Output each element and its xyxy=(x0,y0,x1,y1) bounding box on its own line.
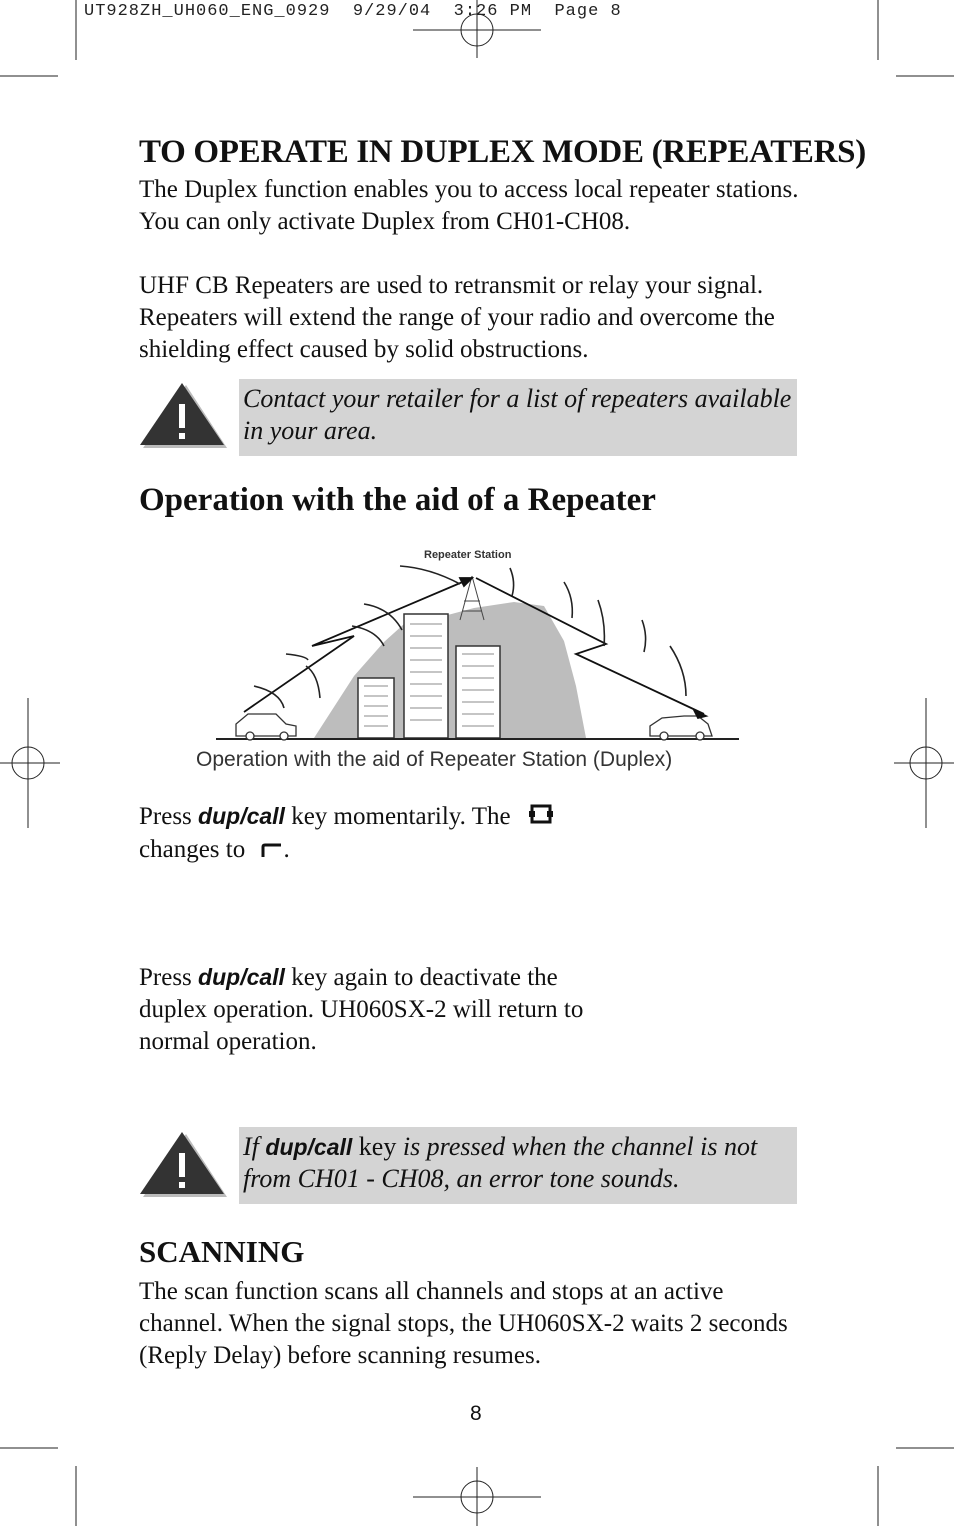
repeater-description xyxy=(139,270,819,366)
scanning-para: The scan function scans all channels and stops at an active channel. When the signal stops, the UH060SX-2 waits 2 seconds (Reply Delay) before scanning resumes. xyxy=(139,1278,788,1369)
step-activate xyxy=(139,800,659,868)
step-deactivate xyxy=(139,961,609,1058)
note-repeaters: Contact your retailer for a list of repeaters available in your area. xyxy=(239,379,797,456)
step1-end: . xyxy=(283,836,290,864)
step1-press: Press xyxy=(139,803,192,830)
warning-triangle-icon xyxy=(138,1131,230,1199)
warning-triangle-icon xyxy=(138,382,230,450)
note-error-tone xyxy=(239,1127,797,1204)
scanning-description xyxy=(139,1276,809,1372)
repeater-diagram xyxy=(214,546,744,751)
step2-press: Press xyxy=(139,964,192,991)
step1-text: key momentarily. The xyxy=(291,803,511,830)
section-title-duplex: TO OPERATE IN DUPLEX MODE (REPEATERS) xyxy=(139,134,866,170)
step2-text: key again to deactivate the duplex operation. UH060SX-2 will return to normal operation. xyxy=(139,964,584,1055)
simplex-icon xyxy=(529,802,553,834)
dup-call-key-label: dup/call xyxy=(265,1134,353,1160)
duplex-intro xyxy=(139,174,819,238)
note2-pre: If xyxy=(243,1132,259,1161)
note2-mid: key xyxy=(358,1132,397,1161)
dup-call-key-label: dup/call xyxy=(198,964,285,990)
duplex-icon xyxy=(261,836,283,868)
registration-mark-icon xyxy=(413,1467,541,1526)
dup-call-key-label: dup/call xyxy=(198,803,285,829)
duplex-para-2: UHF CB Repeaters are used to retransmit or relay your signal. Repeaters will extend the range of your radio and overcome the shielding effect caused by solid obstructions. xyxy=(139,272,775,363)
duplex-para-1: The Duplex function enables you to access local repeater stations. You can only activate Duplex from CH01-CH08. xyxy=(139,176,799,235)
section-title-repeater: Operation with the aid of a Repeater xyxy=(139,482,656,518)
page-number: 8 xyxy=(470,1402,482,1425)
registration-mark-icon xyxy=(0,698,60,828)
diagram-caption: Operation with the aid of Repeater Station (Duplex) xyxy=(196,748,673,771)
print-slug: UT928ZH_UH060_ENG_0929 9/29/04 3:26 PM Page 8 xyxy=(84,2,622,21)
step1-changes-to: changes to xyxy=(139,836,246,864)
repeater-station-label: Repeater Station xyxy=(424,549,512,561)
note2-text: is pressed when the channel is not from CH01 - CH08, an error tone sounds. xyxy=(243,1132,758,1193)
section-title-scanning: SCANNING xyxy=(139,1234,305,1269)
registration-mark-icon xyxy=(894,698,954,828)
